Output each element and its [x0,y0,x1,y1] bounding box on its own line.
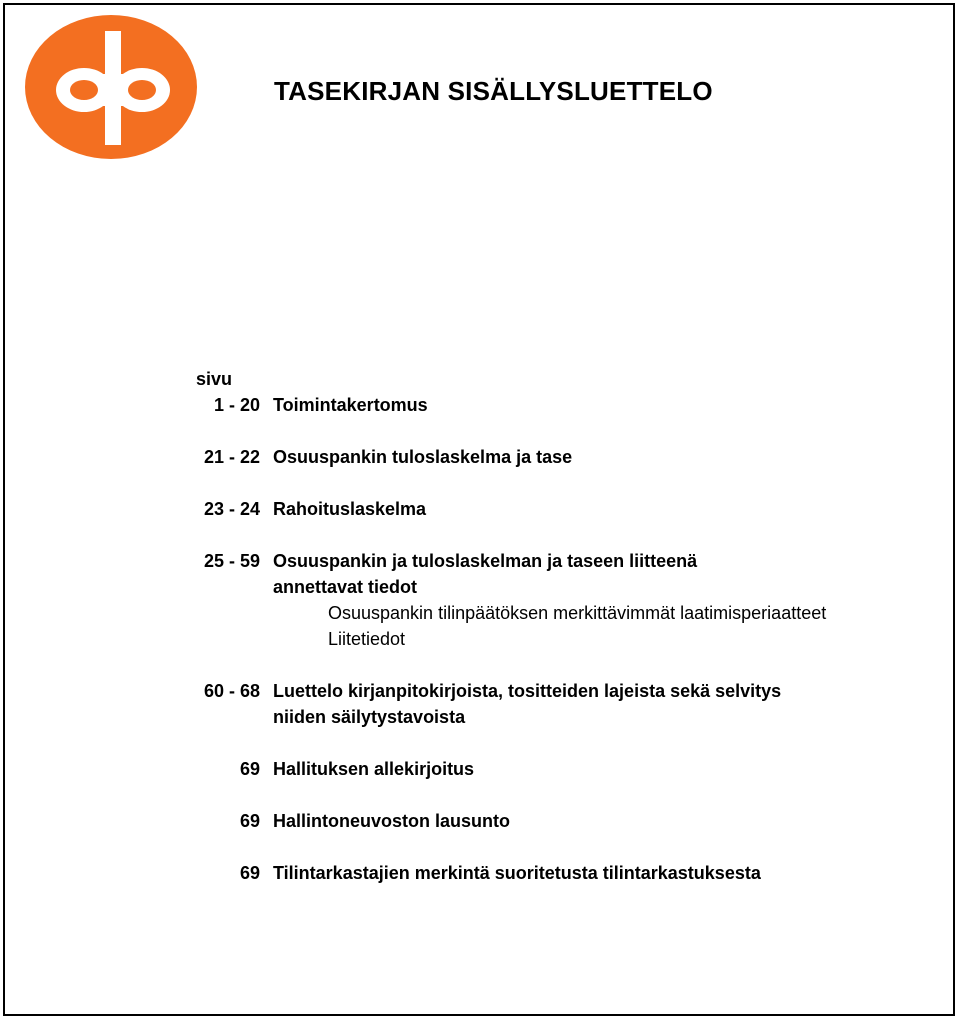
op-logo-icon [24,14,198,160]
toc-page-range: 60 - 68 [203,681,260,701]
toc-entry [196,756,916,782]
toc-page-range: 1 - 20 [213,395,260,415]
toc-entry-title: Osuuspankin tuloslaskelma ja tase [273,447,573,467]
toc-entry [196,808,916,834]
toc-entry [196,496,916,522]
toc-entry [196,678,916,730]
table-of-contents [196,366,916,886]
toc-entry [196,548,916,652]
toc-entry-body [273,860,916,886]
toc-entry-title: Toimintakertomus [273,395,428,415]
toc-entry-title-continued: niiden säilytystavoista [273,707,466,727]
toc-entry-body [273,444,916,470]
toc-entry-title: Hallintoneuvoston lausunto [273,811,510,831]
toc-entry-body [273,678,916,730]
toc-page-range: 69 [239,811,260,831]
toc-page-range: 69 [239,863,260,883]
toc-entry [196,860,916,886]
toc-entry-body [273,496,916,522]
toc-entry-title: Tilintarkastajien merkintä suoritetusta tilintarkastuksesta [273,863,761,883]
toc-entry-title-continued: annettavat tiedot [273,577,418,597]
toc-page-range: 25 - 59 [203,551,260,571]
toc-page-range: 69 [239,759,260,779]
toc-entry-title: Rahoituslaskelma [273,499,427,519]
document-title: TASEKIRJAN SISÄLLYSLUETTELO [274,76,713,106]
toc-entry [196,392,916,418]
toc-page-range: 21 - 22 [203,447,260,467]
toc-entry-body [273,808,916,834]
toc-entry [196,444,916,470]
toc-entry-title: Luettelo kirjanpitokirjoista, tositteiden lajeista sekä selvitys [273,681,782,701]
toc-entry-body [273,392,916,418]
toc-subitem: Liitetiedot [328,629,406,649]
toc-subitem: Osuuspankin tilinpäätöksen merkittävimmät laatimisperiaatteet [328,603,827,623]
toc-page-range: 23 - 24 [203,499,260,519]
toc-entry-title: Osuuspankin ja tuloslaskelman ja taseen liitteenä [273,551,698,571]
toc-entry-body [273,756,916,782]
toc-page-header: sivu [196,369,233,389]
toc-entry-body [273,548,916,652]
toc-entry-title: Hallituksen allekirjoitus [273,759,475,779]
